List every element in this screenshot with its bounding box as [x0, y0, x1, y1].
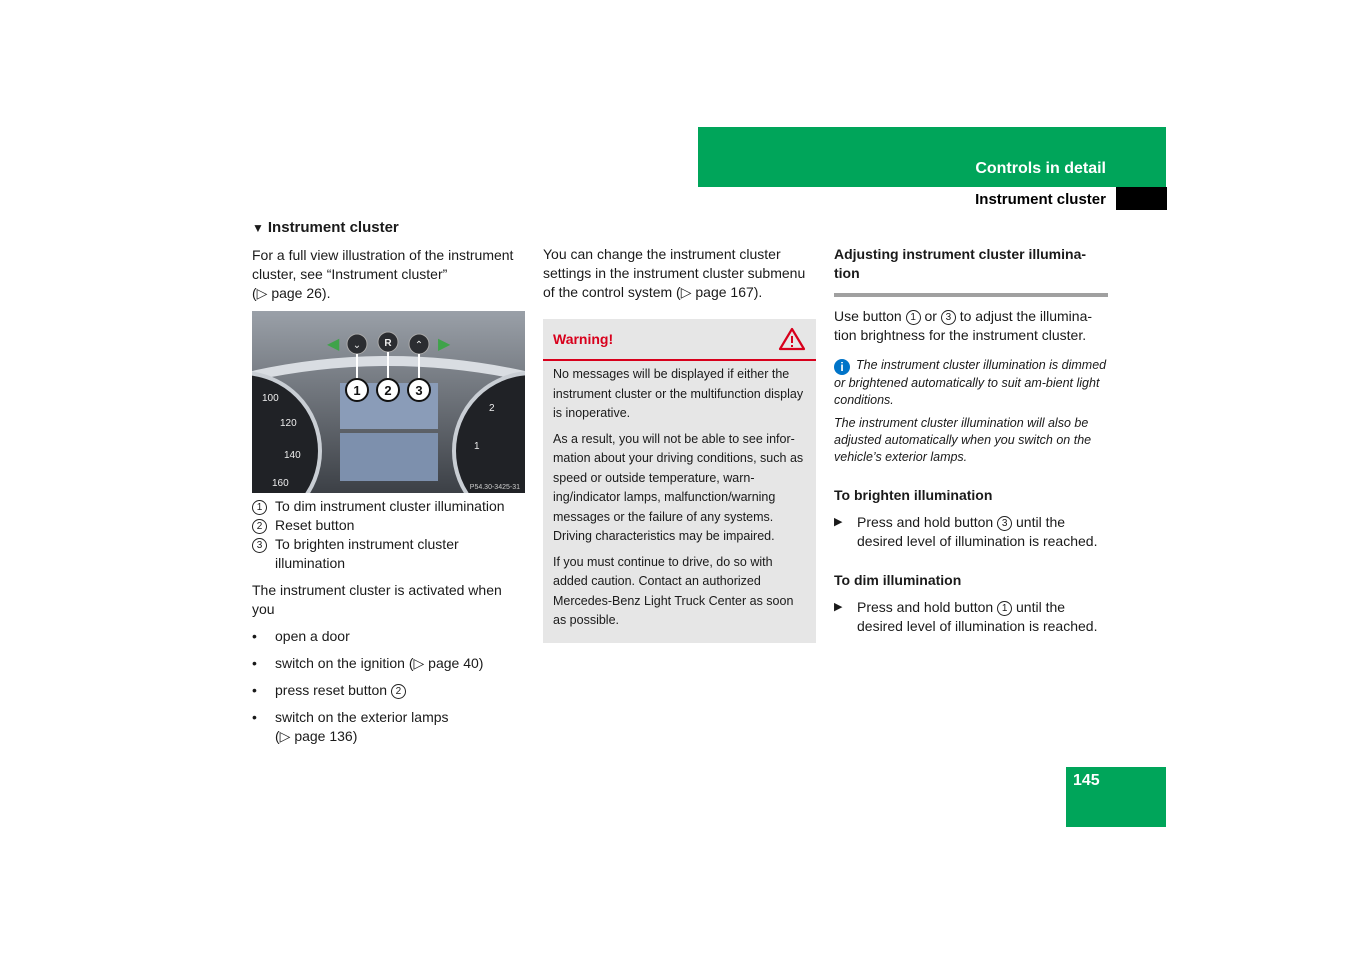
intro-text-2: (▷ page 26).: [252, 285, 331, 301]
gauge-label-120: 120: [280, 418, 297, 429]
arrow-right-icon: ▶: [834, 601, 843, 613]
legend-item: 2 Reset button: [252, 516, 526, 535]
list-item: • switch on the ignition (▷ page 40): [252, 655, 484, 671]
settings-intro: You can change the instrument cluster settings in the instrument cluster submenu of the control system (▷ page 167).: [543, 246, 806, 300]
legend-item: 1 To dim instrument cluster illumination: [252, 497, 526, 516]
info-icon: i: [834, 359, 850, 375]
header-marker: [1116, 187, 1167, 210]
chevron-up-icon: ⌃: [414, 340, 424, 351]
warning-header: [543, 319, 816, 361]
chapter-title: Controls in detail: [975, 160, 1106, 177]
column-2: [543, 245, 816, 643]
figure-code: P54.30-3425-31: [469, 484, 520, 491]
use-button-text: Use button 1 or 3 to adjust the illumina-tion brightness for the instrument cluster.: [834, 308, 1093, 343]
warning-title: Warning!: [553, 330, 614, 347]
list-item: • switch on the exterior lamps (▷ page 136): [252, 709, 449, 744]
page-number: 145: [1073, 772, 1100, 789]
section-heading: ▼ Instrument cluster: [252, 219, 399, 236]
adjust-heading: Adjusting instrument cluster illumina-tion: [834, 245, 1108, 297]
warning-text-1: No messages will be displayed if either the instrument cluster or the multifunction display is inoperative.: [553, 367, 804, 420]
gauge-label-160: 160: [272, 478, 289, 489]
triangle-down-icon: ▼: [252, 221, 264, 235]
column-1: [252, 218, 526, 754]
list-item: • open a door: [252, 628, 350, 644]
arrow-right-icon: ▶: [834, 516, 843, 528]
reset-button-label: R: [384, 338, 392, 349]
turn-left-indicator-icon: ◀: [327, 336, 340, 353]
list-item: • press reset button 2: [252, 681, 526, 700]
chevron-down-icon: ⌄: [352, 340, 362, 351]
gauge-label-100: 100: [262, 393, 279, 404]
warning-text-2: As a result, you will not be able to see infor-mation about your driving conditions, such as speed or outside temperature, warn-ing/indicator lamps, malfunction/warning messages or the failure of any systems. Driving characteristics may be impaired.: [553, 431, 804, 543]
gauge-label-1: 1: [474, 441, 480, 452]
intro-text-1: For a full view illustration of the instrument cluster, see “Instrument cluster”: [252, 247, 514, 282]
warning-triangle-icon: [778, 327, 806, 351]
info-note: i The instrument cluster illumination is dimmed or brightened automatically to suit am-bient light conditions. The instrument cluster illumination will also be adjusted automatically when you switch on the vehicle’s exterior lamps.: [834, 358, 1107, 464]
activation-list: [252, 627, 526, 746]
column-3: [834, 245, 1108, 636]
header-band: [698, 127, 1166, 187]
svg-text:1: 1: [353, 383, 361, 398]
brighten-heading: To brighten illumination: [834, 487, 993, 503]
warning-text-3: If you must continue to drive, do so with added caution. Contact an authorized Mercedes-Benz Light Truck Center as soon as possible.: [553, 554, 794, 627]
display-lower: [340, 433, 438, 481]
gauge-label-140: 140: [284, 450, 301, 461]
svg-text:2: 2: [384, 383, 392, 398]
brighten-step: ▶ Press and hold button 3 until the desired level of illumination is reached.: [834, 514, 1098, 549]
svg-text:3: 3: [415, 383, 423, 398]
section-title: Instrument cluster: [975, 191, 1106, 208]
turn-right-indicator-icon: ▶: [438, 336, 451, 353]
gauge-label-2: 2: [489, 403, 495, 414]
dim-step: ▶ Press and hold button 1 until the desired level of illumination is reached.: [834, 599, 1098, 634]
figure-legend: [252, 497, 526, 573]
activated-text: The instrument cluster is activated when you: [252, 582, 502, 617]
instrument-cluster-figure: [252, 311, 525, 493]
dim-heading: To dim illumination: [834, 572, 962, 588]
legend-item: 3 To brighten instrument cluster illumination: [252, 535, 526, 573]
warning-box: [543, 319, 816, 643]
info-text-2: The instrument cluster illumination will also be adjusted automatically when you switch on the vehicle’s exterior lamps.: [834, 416, 1092, 464]
